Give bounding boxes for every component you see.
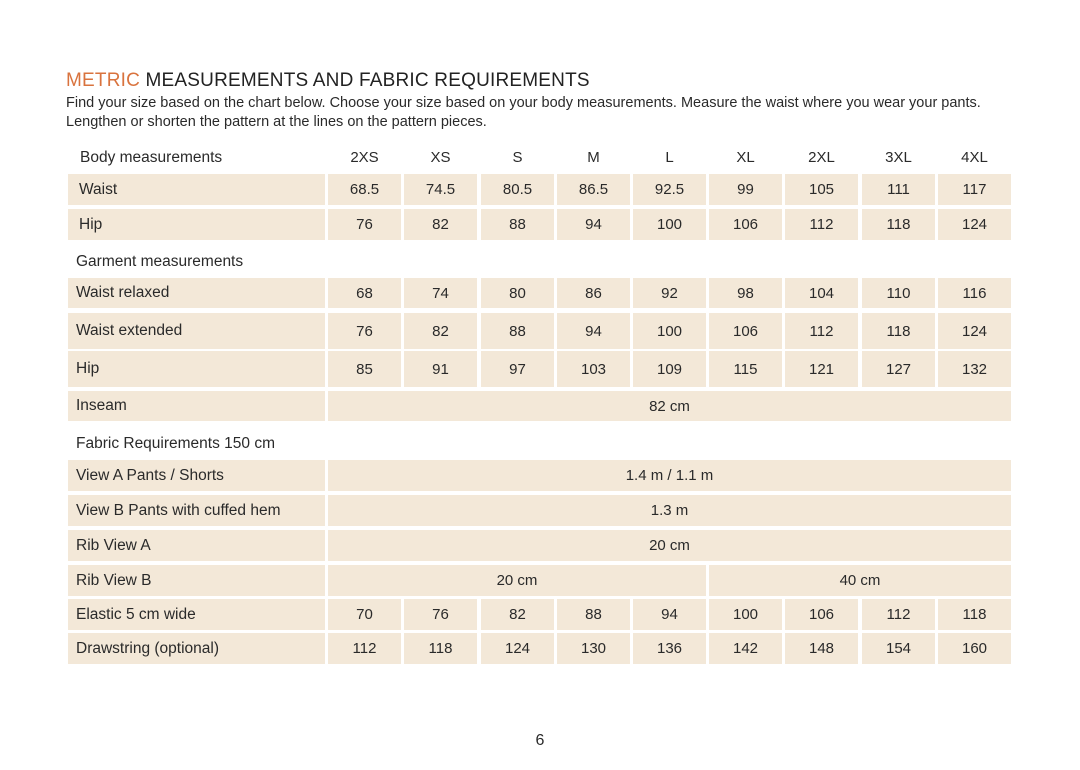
garment-row-3-value: 132	[938, 351, 1011, 387]
body-row-2-value: 106	[709, 209, 782, 240]
size-header-m: M	[587, 149, 600, 166]
size-header-s: S	[512, 149, 523, 166]
body-row-2-value: 118	[862, 209, 935, 240]
fabric-row-1-label: View A Pants / Shorts	[68, 460, 325, 491]
body-row-1-value: 74.5	[404, 174, 477, 205]
garment-row-3-value: 109	[633, 351, 706, 387]
fabric-row-5-value: 106	[785, 599, 858, 630]
body-row-1-value: 111	[862, 174, 935, 205]
body-row-2-value: 112	[785, 209, 858, 240]
fabric-row-5-value: 82	[481, 599, 554, 630]
garment-row-2-value: 100	[633, 313, 706, 349]
garment-row-1-value: 104	[785, 278, 858, 308]
size-header-2xs: 2XS	[350, 149, 379, 166]
body-row-1-value: 68.5	[328, 174, 401, 205]
fabric-section-title: Fabric Requirements 150 cm	[76, 434, 275, 452]
garment-row-3-value: 127	[862, 351, 935, 387]
fabric-row-4-label: Rib View B	[68, 565, 325, 596]
body-row-2-label: Hip	[68, 209, 325, 240]
fabric-row-2-label: View B Pants with cuffed hem	[68, 495, 325, 526]
body-row-1-value: 92.5	[633, 174, 706, 205]
page-number: 6	[535, 732, 545, 749]
body-row-1-value: 80.5	[481, 174, 554, 205]
garment-row-3-value: 85	[328, 351, 401, 387]
garment-row-4-span-value: 82 cm	[328, 391, 1011, 421]
garment-row-1-value: 86	[557, 278, 630, 308]
fabric-row-6-value: 112	[328, 633, 401, 664]
garment-row-1-value: 74	[404, 278, 477, 308]
body-row-2-value: 82	[404, 209, 477, 240]
fabric-row-3-span-value: 20 cm	[328, 530, 1011, 561]
garment-row-1-value: 98	[709, 278, 782, 308]
fabric-row-6-value: 124	[481, 633, 554, 664]
header-label: Body measurements	[80, 148, 223, 166]
garment-row-4-label: Inseam	[68, 391, 325, 421]
garment-row-2-value: 94	[557, 313, 630, 349]
garment-row-1-value: 68	[328, 278, 401, 308]
size-header-xs: XS	[430, 149, 451, 166]
garment-row-1-value: 92	[633, 278, 706, 308]
garment-row-2-label: Waist extended	[68, 313, 325, 349]
fabric-row-6-value: 142	[709, 633, 782, 664]
garment-row-2-value: 76	[328, 313, 401, 349]
garment-row-3-value: 91	[404, 351, 477, 387]
fabric-row-1-span-value: 1.4 m / 1.1 m	[328, 460, 1011, 491]
intro-paragraph: Find your size based on the chart below. Choose your size based on your body measurements. Measure the waist where you wear your pants. Lengthen or shorten the pattern at the lines on the pattern pieces.	[66, 95, 981, 130]
body-row-2-value: 94	[557, 209, 630, 240]
garment-row-1-value: 110	[862, 278, 935, 308]
fabric-row-5-value: 76	[404, 599, 477, 630]
garment-row-2-value: 124	[938, 313, 1011, 349]
garment-row-2-value: 88	[481, 313, 554, 349]
garment-row-3-value: 121	[785, 351, 858, 387]
fabric-row-5-value: 94	[633, 599, 706, 630]
fabric-row-4-span-right: 40 cm	[709, 565, 1011, 596]
fabric-row-6-value: 118	[404, 633, 477, 664]
body-row-2-value: 76	[328, 209, 401, 240]
garment-row-2-value: 82	[404, 313, 477, 349]
body-row-1-value: 105	[785, 174, 858, 205]
body-row-1-label: Waist	[68, 174, 325, 205]
garment-row-1-value: 116	[938, 278, 1011, 308]
fabric-row-4-span-left: 20 cm	[328, 565, 706, 596]
garment-row-1-label: Waist relaxed	[68, 278, 325, 308]
size-header-xl: XL	[736, 149, 755, 166]
fabric-row-5-value: 112	[862, 599, 935, 630]
fabric-row-3-label: Rib View A	[68, 530, 325, 561]
fabric-row-6-label: Drawstring (optional)	[68, 633, 325, 664]
heading-accent: METRIC	[66, 70, 141, 91]
garment-section-title: Garment measurements	[76, 252, 244, 270]
fabric-row-5-value: 70	[328, 599, 401, 630]
fabric-row-5-label: Elastic 5 cm wide	[68, 599, 325, 630]
body-row-2-value: 100	[633, 209, 706, 240]
garment-row-2-value: 112	[785, 313, 858, 349]
fabric-row-2-span-value: 1.3 m	[328, 495, 1011, 526]
body-row-1-value: 99	[709, 174, 782, 205]
size-header-l: L	[665, 149, 674, 166]
heading-rest: MEASUREMENTS AND FABRIC REQUIREMENTS	[145, 70, 590, 91]
body-row-2-value: 88	[481, 209, 554, 240]
garment-row-2-value: 106	[709, 313, 782, 349]
fabric-row-6-value: 130	[557, 633, 630, 664]
size-header-2xl: 2XL	[808, 149, 835, 166]
fabric-row-6-value: 148	[785, 633, 858, 664]
page-heading	[66, 70, 590, 92]
size-header-3xl: 3XL	[885, 149, 912, 166]
garment-row-1-value: 80	[481, 278, 554, 308]
garment-row-2-value: 118	[862, 313, 935, 349]
garment-row-3-value: 103	[557, 351, 630, 387]
fabric-row-6-value: 136	[633, 633, 706, 664]
fabric-row-6-value: 160	[938, 633, 1011, 664]
fabric-row-5-value: 100	[709, 599, 782, 630]
fabric-row-5-value: 88	[557, 599, 630, 630]
body-row-1-value: 86.5	[557, 174, 630, 205]
garment-row-3-value: 115	[709, 351, 782, 387]
garment-row-3-label: Hip	[68, 351, 325, 387]
garment-row-3-value: 97	[481, 351, 554, 387]
body-row-1-value: 117	[938, 174, 1011, 205]
size-header-4xl: 4XL	[961, 149, 988, 166]
fabric-row-6-value: 154	[862, 633, 935, 664]
fabric-row-5-value: 118	[938, 599, 1011, 630]
body-row-2-value: 124	[938, 209, 1011, 240]
